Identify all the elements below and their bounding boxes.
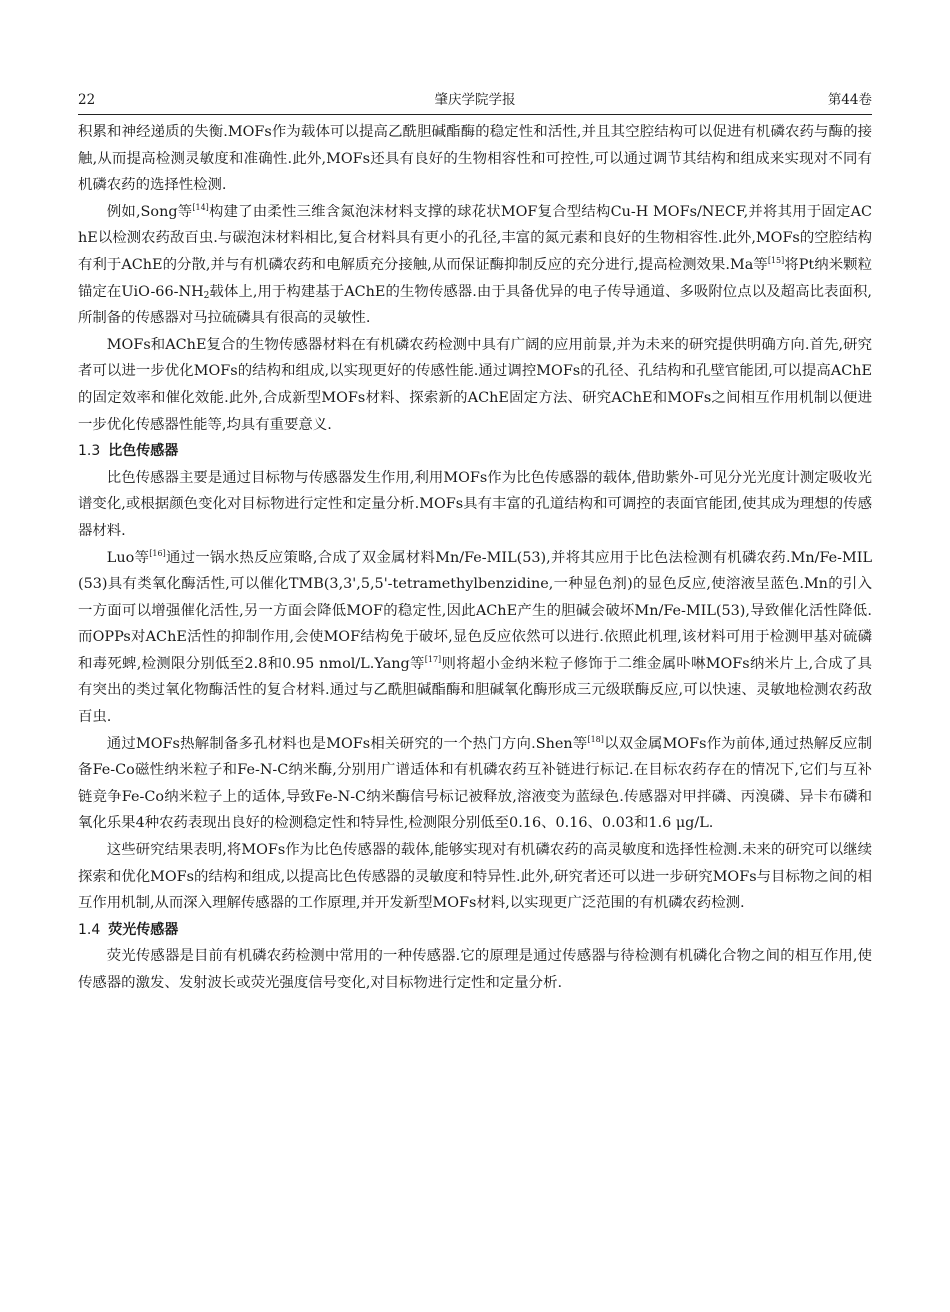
section-title: 荧光传感器 [108, 921, 179, 938]
running-header [78, 86, 872, 115]
subscript: 2 [203, 290, 210, 301]
section-heading [78, 917, 872, 944]
text-run: 则将超小金纳米粒子修饰于二维金属卟啉MOFs纳米片上,合成了具有突出的类过氧化物酶活性的复合材料.通过与乙酰胆碱酯酶和胆碱氧化酶形成三元级联酶反应,可以快速、灵敏地检测农药敌百虫. [78, 655, 872, 726]
body-paragraph [78, 332, 872, 438]
text-run: 将Pt纳米颗粒锚定在UiO-66-NH [78, 256, 873, 300]
body-paragraph [78, 545, 872, 731]
text-run: 这些研究结果表明,将MOFs作为比色传感器的载体,能够实现对有机磷农药的高灵敏度和选择性检测.未来的研究可以继续探索和优化MOFs的结构和组成,以提高比色传感器的灵敏度和特异性.此外,研究者还可以进一步研究MOFs与目标物之间的相互作用机制,从而深入理解传感器的工作原理,并开发新型MOFs材料,以实现更广泛范围的有机磷农药检测. [78, 842, 872, 912]
text-run: 载体上,用于构建基于AChE的生物传感器.由于具备优异的电子传导通道、多吸附位点以及超高比表面积,所制备的传感器对马拉硫磷具有很高的灵敏性. [78, 283, 872, 327]
body-paragraph [78, 199, 872, 332]
section-number: 1.3 [78, 443, 101, 460]
citation-ref[interactable]: [14] [192, 202, 209, 212]
text-run: 荧光传感器是目前有机磷农药检测中常用的一种传感器.它的原理是通过传感器与待检测有机磷化合物之间的相互作用,使传感器的激发、发射波长或荧光强度信号变化,对目标物进行定性和定量分析. [78, 948, 872, 991]
text-run: 例如,Song等 [106, 203, 193, 220]
body-paragraph [78, 465, 872, 545]
text-run: 构建了由柔性三维含氮泡沫材料支撑的球花状MOF复合型结构Cu-H MOFs/NECF,并将其用于固定AChE以检测农药敌百虫.与碳泡沫材料相比,复合材料具有更小的孔径,丰富的氮元素和良好的生物相容性.此外,MOFs的空腔结构有利于AChE的分散,并与有机磷农药和电解质充分接触,从而保证酶抑制反应的充分进行,提高检测效果.Ma等 [78, 203, 873, 273]
volume-label: 第44卷 [827, 92, 872, 108]
text-run: 比色传感器主要是通过目标物与传感器发生作用,利用MOFs作为比色传感器的载体,借助紫外-可见分光光度计测定吸收光谱变化,或根据颜色变化对目标物进行定性和定量分析.MOFs具有丰富的孔道结构和可调控的表面官能团,使其成为理想的传感器材料. [78, 469, 872, 539]
text-run: 通过一锅水热反应策略,合成了双金属材料Mn/Fe-MIL(53),并将其应用于比色法检测有机磷农药.Mn/Fe-MIL(53)具有类氧化酶活性,可以催化TMB(3,3',5,5'-tetramethylbenzidine,一种显色剂)的显色反应,使溶液呈蓝色.Mn的引入一方面可以增强催化活性,另一方面会降低MOF的稳定性,因此AChE产生的胆碱会破坏Mn/Fe-MIL(53),导致催化活性降低.而OPPs对AChE活性的抑制作用,会使MOF结构免于破坏,显色反应依然可以进行.依照此机理,该材料可用于检测甲基对硫磷和毒死蜱,检测限分别低至2.8和0.95 nmol/L.Yang等 [78, 549, 872, 672]
journal-title: 肇庆学院学报 [434, 92, 516, 108]
text-run: MOFs和AChE复合的生物传感器材料在有机磷农药检测中具有广阔的应用前景,并为未来的研究提供明确方向.首先,研究者可以进一步优化MOFs的结构和组成,以实现更好的传感性能.通过调控MOFs的孔径、孔结构和孔壁官能团,可以提高AChE的固定效率和催化效能.此外,合成新型MOFs材料、探索新的AChE固定方法、研究AChE和MOFs之间相互作用机制以便进一步优化传感器性能等,均具有重要意义. [78, 336, 872, 433]
text-run: 通过MOFs热解制备多孔材料也是MOFs相关研究的一个热门方向.Shen等 [106, 735, 588, 752]
citation-ref[interactable]: [15] [767, 255, 785, 265]
body-text [78, 119, 872, 997]
citation-ref[interactable]: [16] [149, 548, 166, 558]
text-run: Luo等 [106, 549, 150, 566]
citation-ref[interactable]: [18] [587, 734, 604, 744]
section-heading [78, 438, 872, 465]
section-title: 比色传感器 [108, 443, 179, 460]
body-paragraph [78, 731, 872, 837]
citation-ref[interactable]: [17] [424, 654, 442, 664]
text-run: 以双金属MOFs作为前体,通过热解反应制备Fe-Co磁性纳米粒子和Fe-N-C纳米酶,分别用广谱适体和有机磷农药互补链进行标记.在目标农药存在的情况下,它们与互补链竞争Fe-Co纳米粒子上的适体,导致Fe-N-C纳米酶信号标记被释放,溶液变为蓝绿色.传感器对甲拌磷、丙溴磷、异卡布磷和氧化乐果4种农药表现出良好的检测稳定性和特异性,检测限分别低至0.16、0.16、0.03和1.6 μg/L. [78, 735, 873, 832]
body-paragraph [78, 837, 872, 917]
body-paragraph [78, 943, 872, 996]
paper-page [78, 86, 872, 997]
text-run: 积累和神经递质的失衡.MOFs作为载体可以提高乙酰胆碱酯酶的稳定性和活性,并且其空腔结构可以促进有机磷农药与酶的接触,从而提高检测灵敏度和准确性.此外,MOFs还具有良好的生物相容性和可控性,可以通过调节其结构和组成来实现对不同有机磷农药的选择性检测. [78, 124, 872, 194]
page-number: 22 [78, 92, 96, 108]
section-number: 1.4 [78, 921, 101, 938]
body-paragraph [78, 119, 872, 199]
